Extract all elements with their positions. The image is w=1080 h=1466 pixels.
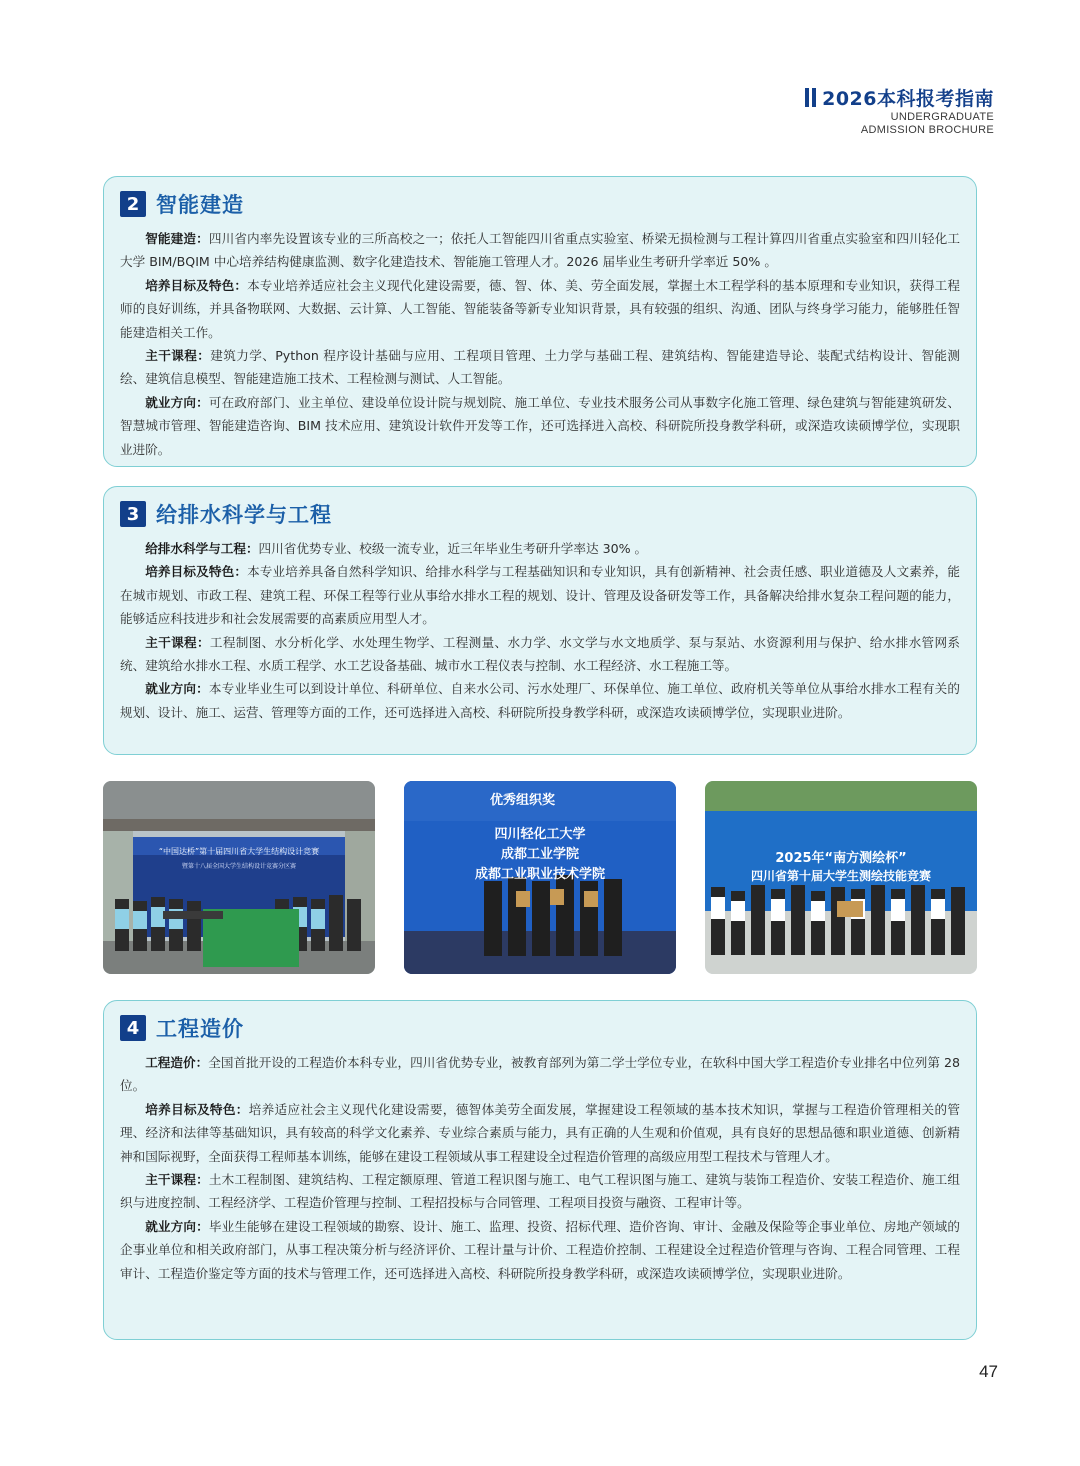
section-title: 工程造价 [156, 1017, 244, 1041]
paragraph-label: 主干课程： [145, 348, 211, 364]
section-paragraph [120, 391, 960, 461]
paragraph-text: 本专业培养适应社会主义现代化建设需要，德、智、体、美、劳全面发展，掌握土木工程学科的基本原理和专业知识，获得工程师的良好训练，并具备物联网、大数据、云计算、人工智能、智能装备等新专业知识背景，具有较强的组织、沟通、团队与终身学习能力，能够胜任智能建造相关工作。 [120, 277, 961, 340]
paragraph-label: 就业方向： [145, 1218, 209, 1234]
section-card-water-supply-drainage [103, 486, 977, 755]
paragraph-text: 本专业培养具备自然科学知识、给排水科学与工程基础知识和专业知识，具有创新精神、社会责任感、职业道德及人文素养，能在城市规划、市政工程、建筑工程、环保工程等行业从事给水排水工程的规划、设计、管理及设备研发等工作，具备解决给排水复杂工程问题的能力，能够适应科技进步和社会发展需要的高素质应用型人才。 [120, 564, 961, 627]
section-paragraph [120, 677, 960, 724]
section-heading [120, 189, 960, 219]
section-heading [120, 499, 960, 529]
photo2-line1: 四川轻化工大学 [494, 827, 586, 842]
paragraph-text: 毕业生能够在建设工程领域的勘察、设计、施工、监理、投资、招标代理、造价咨询、审计、金融及保险等企事业单位、房地产领域的企事业单位和相关政府部门，从事工程决策分析与经济评价、工程计量与计价、工程造价控制、工程建设全过程造价管理与咨询、工程合同管理、工程审计、工程造价鉴定等方面的技术与管理工作，还可选择进入高校、科研院所投身教学科研，或深造攻读硕博学位，实现职业进阶。 [120, 1218, 961, 1281]
section-number-badge: 3 [120, 501, 146, 527]
paragraph-label: 培养目标及特色： [145, 277, 248, 293]
photo1-banner-line2: 暨第十八届全国大学生结构设计竞赛分区赛 [181, 863, 296, 870]
paragraph-label: 培养目标及特色： [145, 1101, 249, 1117]
section-paragraph [120, 560, 960, 630]
photo-structural-design-competition [103, 781, 375, 974]
paragraph-label: 就业方向： [145, 681, 209, 697]
section-card-intelligent-construction [103, 176, 977, 467]
photo3-title-line1: 2025年“南方测绘杯” [775, 851, 907, 866]
page-number: 47 [979, 1362, 998, 1381]
header-bars-icon [805, 88, 816, 107]
paragraph-text: 工程制图、水分析化学、水处理生物学、工程测量、水力学、水文学与水文地质学、泵与泵站、水资源利用与保护、给水排水管网系统、建筑给水排水工程、水质工程学、水工艺设备基础、城市水工程仪表与控制、水工程经济、水工程施工等。 [120, 634, 961, 674]
section-paragraph [120, 1215, 960, 1285]
section-paragraph [120, 227, 960, 274]
paragraph-label: 给排水科学与工程： [145, 541, 259, 556]
section-paragraph [120, 274, 960, 344]
paragraph-text: 土木工程制图、建筑结构、工程定额原理、管道工程识图与施工、电气工程识图与施工、建筑与装饰工程造价、安装工程造价、施工组织与进度控制、工程经济学、工程造价管理与控制、工程招投标与合同管理、工程项目投资与融资、工程审计等。 [120, 1172, 961, 1211]
section-heading [120, 1013, 960, 1043]
header-title-row [805, 84, 994, 111]
photo2-award-text: 优秀组织奖 [490, 793, 556, 808]
section-paragraph [120, 344, 960, 391]
paragraph-label: 智能建造： [145, 231, 209, 246]
paragraph-label: 工程造价： [145, 1055, 209, 1070]
paragraph-label: 培养目标及特色： [145, 564, 248, 580]
section-paragraph [120, 631, 960, 678]
paragraph-label: 就业方向： [145, 394, 209, 410]
paragraph-text: 建筑力学、Python 程序设计基础与应用、工程项目管理、土力学与基础工程、建筑结构、智能建造导论、装配式结构设计、智能测绘、建筑信息模型、智能建造施工技术、工程检测与测试、人工智能。 [120, 348, 960, 387]
photo3-title-line2: 四川省第十届大学生测绘技能竞赛 [750, 869, 931, 883]
photo-organization-award [404, 781, 676, 974]
photo2-line2: 成都工业学院 [500, 847, 579, 862]
paragraph-text: 四川省内率先设置该专业的三所高校之一；依托人工智能四川省重点实验室、桥梁无损检测与工程计算四川省重点实验室和四川轻化工大学 BIM/BQIM 中心培养结构健康监测、数字化建造技术、智能施工管理人才。2026 届毕业生考研升学率近 50% 。 [120, 231, 961, 270]
section-paragraph [120, 1098, 960, 1168]
section-title: 给排水科学与工程 [156, 503, 332, 527]
section-number-badge: 4 [120, 1015, 146, 1041]
paragraph-text: 培养适应社会主义现代化建设需要，德智体美劳全面发展，掌握建设工程领域的基本技术知识，掌握与工程造价管理相关的管理、经济和法律等基础知识，具有较高的科学文化素养、专业综合素质与能力，具有正确的人生观和价值观，具有良好的思想品德和职业道德、创新精神和国际视野，全面获得工程师基本训练，能够在建设工程领域从事工程建设全过程造价管理的高级应用型工程技术与管理人才。 [120, 1101, 961, 1164]
section-number-badge: 2 [120, 191, 146, 217]
photo-surveying-competition [705, 781, 977, 974]
header-en-line1: UNDERGRADUATE [890, 111, 994, 123]
section-title: 智能建造 [156, 193, 244, 217]
paragraph-label: 主干课程： [145, 1172, 209, 1188]
section-paragraph [120, 537, 960, 560]
paragraph-text: 四川省优势专业、校级一流专业，近三年毕业生考研升学率达 30% 。 [258, 541, 648, 556]
section-paragraph [120, 1168, 960, 1215]
brochure-header [805, 84, 994, 137]
section-paragraph [120, 1051, 960, 1098]
header-en-line2: ADMISSION BROCHURE [860, 124, 994, 136]
section-card-engineering-cost [103, 1000, 977, 1340]
photo2-line3: 成都工业职业技术学院 [474, 867, 605, 882]
paragraph-text: 全国首批开设的工程造价本科专业，四川省优势专业，被教育部列为第二学士学位专业，在软科中国大学工程造价专业排名中位列第 28 位。 [120, 1055, 960, 1094]
paragraph-text: 本专业毕业生可以到设计单位、科研单位、自来水公司、污水处理厂、环保单位、施工单位、政府机关等单位从事给水排水工程有关的规划、设计、施工、运营、管理等方面的工作，还可选择进入高校、科研院所投身教学科研，或深造攻读硕博学位，实现职业进阶。 [120, 681, 961, 720]
header-title: 2026本科报考指南 [822, 88, 994, 110]
paragraph-text: 可在政府部门、业主单位、建设单位设计院与规划院、施工单位、专业技术服务公司从事数字化施工管理、绿色建筑与智能建筑研发、智慧城市管理、智能建造咨询、BIM 技术应用、建筑设计软件开发等工作，还可选择进入高校、科研院所投身教学科研，或深造攻读硕博学位，实现职业进阶。 [120, 394, 961, 457]
photo1-banner-line1: “中国达桥”第十届四川省大学生结构设计竞赛 [158, 847, 320, 856]
paragraph-label: 主干课程： [145, 634, 210, 650]
photo-structural-design-competition-image [103, 781, 375, 974]
